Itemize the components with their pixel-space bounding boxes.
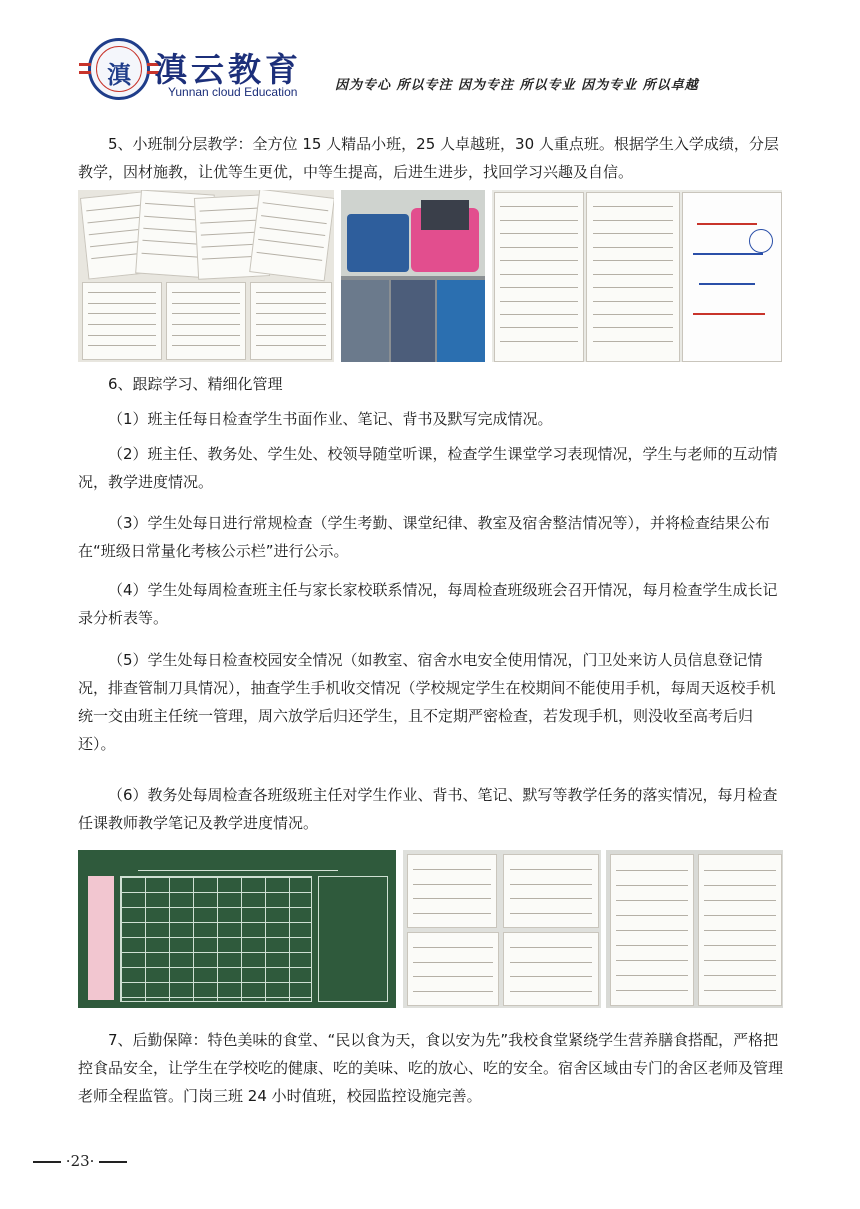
page-header: [88, 36, 788, 106]
page-number-footer: ·23·: [33, 1152, 127, 1170]
photo-teaching-progress-sheets: [606, 850, 783, 1008]
photo-class-assessment-board: [78, 850, 396, 1008]
brand-name-english: Yunnan cloud Education: [168, 85, 298, 99]
photo-student-notebooks: [492, 190, 782, 362]
section-6-item-5: （5）学生处每日检查校园安全情况（如教室、宿舍水电安全使用情况，门卫处来访人员信息登记情况，排查管制刀具情况），抽查学生手机收交情况（学校规定学生在校期间不能使用手机，每周天返校手机统一交由班主任统一管理，周六放学后归还学生，且不定期严密检查，若发现手机，则没收至高考后归还）。: [78, 651, 776, 753]
section-6-title: 6、跟踪学习、精细化管理: [108, 375, 283, 393]
section-7-paragraph: 7、后勤保障：特色美味的食堂、“民以食为天，食以安为先”我校食堂紧绕学生营养膳食搭配，严格把控食品安全，让学生在学校吃的健康、吃的美味、吃的放心、吃的安全。宿舍区域由专门的舍区老师及管理老师全程监管。门岗三班 24 小时值班，校园监控设施完善。: [78, 1031, 784, 1105]
page-number: 23: [70, 1152, 90, 1170]
logo-seal-icon: [88, 38, 150, 100]
section-6-item-2: （2）班主任、教务处、学生处、校领导随堂听课，检查学生课堂学习表现情况，学生与老师的互动情况，教学进度情况。: [78, 445, 778, 491]
section-6-item-6: （6）教务处每周检查各班级班主任对学生作业、背书、笔记、默写等教学任务的落实情况，每月检查任课教师教学笔记及教学进度情况。: [78, 786, 778, 832]
section-6-item-3: （3）学生处每日进行常规检查（学生考勤、课堂纪律、教室及宿舍整洁情况等），并将检查结果公布在“班级日常量化考核公示栏”进行公示。: [78, 514, 771, 560]
logo-glyph: 滇: [107, 60, 131, 89]
header-slogan: 因为专心 所以专注 因为专注 所以专业 因为专业 所以卓越: [335, 78, 699, 93]
brand-name: 滇云教育: [154, 50, 302, 89]
photo-inspection-records: [403, 850, 601, 1008]
photo-graded-worksheets: [78, 190, 334, 362]
photo-student-book-bins: [341, 190, 485, 362]
section-5-paragraph: 5、小班制分层教学：全方位 15 人精品小班，25 人卓越班，30 人重点班。根据学生入学成绩，分层教学，因材施教，让优等生更优，中等生提高，后进生进步，找回学习兴趣及自信。: [78, 135, 779, 181]
section-6-item-1: （1）班主任每日检查学生书面作业、笔记、背书及默写完成情况。: [108, 410, 553, 428]
section-6-item-4: （4）学生处每周检查班主任与家长家校联系情况，每周检查班级班会召开情况，每月检查学生成长记录分析表等。: [78, 581, 778, 627]
